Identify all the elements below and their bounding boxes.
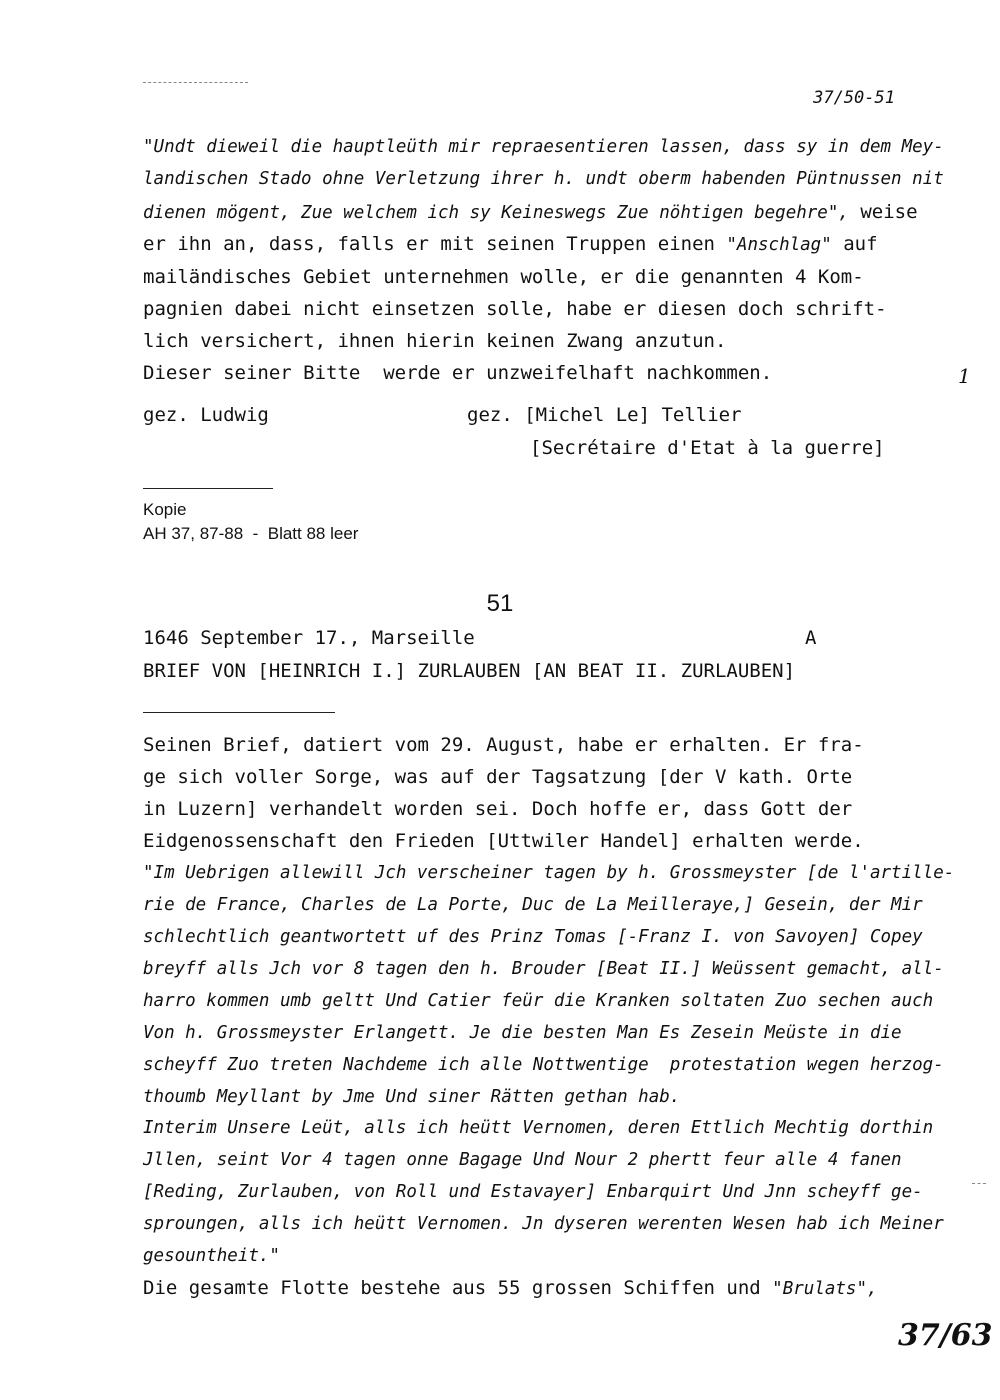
mixed-line	[143, 228, 878, 261]
quote-line: Von h. Grossmeyster Erlangett. Je die besten Man Es Zesein Meüste in die	[143, 1023, 902, 1043]
body-line: Seinen Brief, datiert vom 29. August, habe er erhalten. Er fra-	[143, 734, 864, 756]
signature-right: gez. [Michel Le] Tellier	[467, 404, 742, 426]
signature-title: [Secrétaire d'Etat à la guerre]	[530, 437, 885, 459]
quote-fragment: "Brulats",	[772, 1279, 878, 1299]
quote-line: thoumb Meyllant by Jme Und siner Rätten gethan hab.	[143, 1087, 681, 1107]
document-number: 51	[486, 590, 514, 617]
body-line: in Luzern] verhandelt worden sei. Doch hoffe er, dass Gott der	[143, 798, 853, 820]
margin-mark: 1	[958, 364, 971, 388]
text-fragment: er ihn an, dass, falls er mit seinen Truppen einen	[143, 233, 727, 255]
quote-line: gesountheit."	[143, 1246, 280, 1266]
quote-line: Jllen, seint Vor 4 tagen onne Bagage Und Nour 2 phertt feur alle 4 fanen	[143, 1150, 902, 1170]
source-type: Kopie	[143, 500, 187, 519]
scan-smudge	[143, 82, 248, 83]
quote-line: schlechtlich geantwortett uf des Prinz Tomas [-Franz I. von Savoyen] Copey	[143, 927, 923, 947]
quote-line: harro kommen umb geltt Und Catier feür die Kranken soltaten Zuo sechen auch	[143, 991, 934, 1011]
date-place: 1646 September 17., Marseille	[143, 627, 475, 649]
page-stamp: 37/63	[898, 1318, 993, 1353]
quote-line: "Undt dieweil die hauptleüth mir repraesentieren lassen, dass sy in dem Mey-	[143, 137, 944, 157]
archive-reference: 37/50-51	[813, 88, 895, 108]
text-fragment: weise	[848, 201, 918, 223]
body-line: lich versichert, ihnen hierin keinen Zwang anzutun.	[143, 330, 727, 352]
body-line: mailändisches Gebiet unternehmen wolle, er die genannten 4 Kom-	[143, 266, 864, 288]
quote-line: landischen Stado ohne Verletzung ihrer h. undt oberm habenden Püntnussen nit	[143, 169, 944, 189]
quote-line: [Reding, Zurlauben, von Roll und Estavayer] Enbarquirt Und Jnn scheyff ge-	[143, 1182, 923, 1202]
quote-line: scheyff Zuo treten Nachdeme ich alle Nottwentige protestation wegen herzog-	[143, 1055, 944, 1075]
scan-smudge	[972, 1183, 986, 1184]
source-divider	[143, 488, 273, 489]
mixed-line	[143, 196, 918, 229]
title-divider	[143, 712, 335, 713]
signature-left: gez. Ludwig	[143, 404, 269, 426]
quote-line: Interim Unsere Leüt, alls ich heütt Vernomen, deren Ettlich Mechtig dorthin	[143, 1118, 934, 1138]
text-fragment: Die gesamte Flotte bestehe aus 55 grossen Schiffen und	[143, 1277, 773, 1299]
body-line: Dieser seiner Bitte werde er unzweifelhaft nachkommen.	[143, 362, 773, 384]
mixed-line	[143, 1272, 878, 1305]
document-type-code: A	[805, 627, 817, 649]
text-fragment: auf	[831, 233, 878, 255]
quote-line: rie de France, Charles de La Porte, Duc de La Meilleraye,] Gesein, der Mir	[143, 895, 923, 915]
quote-fragment: "Anschlag"	[726, 235, 832, 255]
document-title: BRIEF VON [HEINRICH I.] ZURLAUBEN [AN BEAT II. ZURLAUBEN]	[143, 660, 796, 682]
quote-line: "Im Uebrigen allewill Jch verscheiner tagen by h. Grossmeyster [de l'artille-	[143, 863, 955, 883]
quote-fragment: dienen mögent, Zue welchem ich sy Keineswegs Zue nöhtigen begehre",	[143, 203, 849, 223]
quote-line: breyff alls Jch vor 8 tagen den h. Brouder [Beat II.] Weüssent gemacht, all-	[143, 959, 944, 979]
source-reference: AH 37, 87-88 - Blatt 88 leer	[143, 524, 359, 543]
body-line: pagnien dabei nicht einsetzen solle, habe er diesen doch schrift-	[143, 298, 887, 320]
quote-line: sproungen, alls ich heütt Vernomen. Jn dyseren werenten Wesen hab ich Meiner	[143, 1214, 944, 1234]
body-line: ge sich voller Sorge, was auf der Tagsatzung [der V kath. Orte	[143, 766, 853, 788]
body-line: Eidgenossenschaft den Frieden [Uttwiler Handel] erhalten werde.	[143, 830, 864, 852]
